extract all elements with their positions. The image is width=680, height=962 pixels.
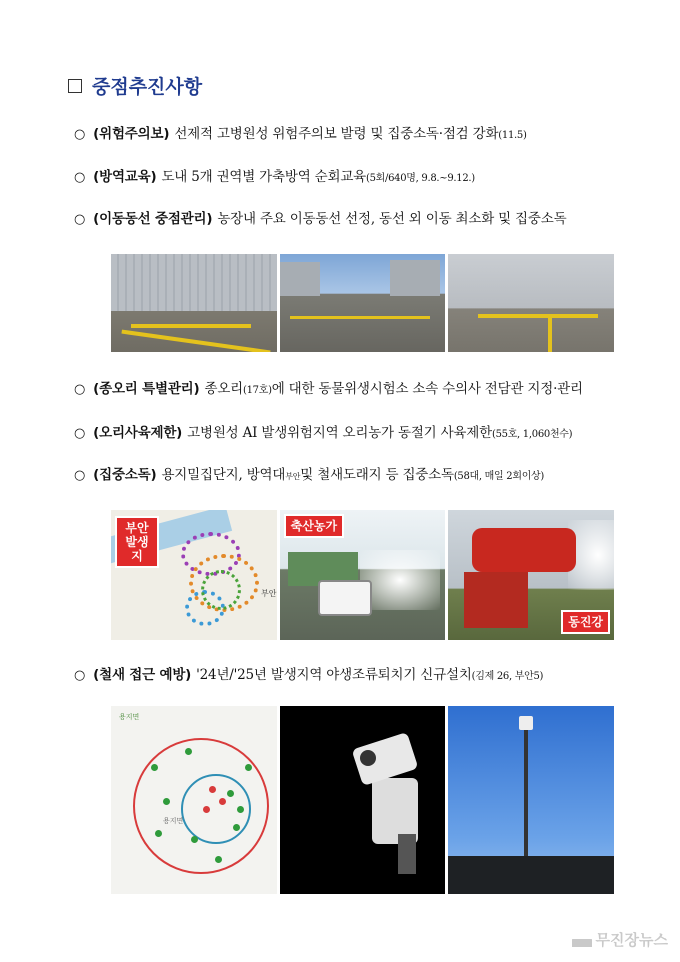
marker-dot (215, 856, 222, 863)
warehouse-building (390, 260, 440, 296)
list-item (74, 124, 527, 146)
item-text: 에 대한 동물위생시험소 소속 수의사 전담관 지정·관리 (271, 381, 583, 397)
item-tag: (집중소독) (93, 467, 157, 483)
sprayer-truck-photo (448, 510, 614, 640)
marker-dot (191, 836, 198, 843)
spray-truck (318, 580, 372, 616)
item-text: 및 철새도래지 등 집중소독 (300, 467, 454, 483)
item-text: 종오리 (204, 381, 244, 397)
route-loop (201, 570, 241, 610)
circle-bullet-icon: ○ (74, 382, 86, 397)
list-item (74, 209, 566, 230)
marker-dot (237, 806, 244, 813)
item-note: (17호) (243, 385, 272, 396)
map-town-label: 용지면 (163, 817, 184, 825)
river-label: 동진강 (561, 610, 610, 634)
item-tag: (철새 접근 예방) (93, 667, 192, 683)
item-text: 농장내 주요 이동동선 선정, 동선 외 이동 최소화 및 집중소독 (217, 211, 567, 227)
circle-bullet-icon: ○ (74, 668, 86, 683)
deterrent-map-photo (111, 706, 277, 894)
marker-dot (227, 790, 234, 797)
item-tag: (위험주의보) (93, 126, 170, 142)
warehouse-photo-2 (280, 254, 446, 352)
item-text: '24년/'25년 발생지역 야생조류퇴치기 신규설치 (196, 667, 472, 683)
item-sup: 부안 (285, 472, 301, 481)
marker-dot (209, 786, 216, 793)
list-item (74, 465, 544, 487)
section-title-text: 중점추진사항 (92, 76, 203, 98)
outbreak-label: 부안 발생지 (115, 516, 159, 568)
camera-lens (360, 750, 376, 766)
item-tag: (이동동선 중점관리) (93, 211, 213, 227)
spray-mist (360, 550, 440, 610)
list-item (74, 423, 572, 445)
list-item (74, 379, 583, 401)
marker-dot (151, 764, 158, 771)
yellow-line (548, 314, 552, 352)
camera-mount (398, 834, 416, 874)
circle-bullet-icon: ○ (74, 212, 86, 227)
map-town-label: 부안 (261, 589, 277, 598)
item-text: 용지밀집단지, 방역대 (161, 467, 286, 483)
marker-dot (219, 798, 226, 805)
item-note: (김제 26, 부안5) (471, 671, 544, 682)
yellow-line (131, 324, 251, 328)
circle-bullet-icon: ○ (74, 127, 86, 142)
yellow-line (478, 314, 598, 318)
marker-dot (245, 764, 252, 771)
list-item (74, 167, 475, 189)
map-logo: 용지면 (119, 713, 140, 721)
marker-dot (185, 748, 192, 755)
yellow-line (290, 316, 430, 319)
watermark (572, 929, 668, 950)
marker-dot (203, 806, 210, 813)
circle-bullet-icon: ○ (74, 170, 86, 185)
square-box-icon (68, 79, 82, 93)
watermark-logo-icon (572, 933, 592, 947)
warehouse-wall (111, 254, 277, 311)
warehouse-photo-3 (448, 254, 614, 352)
item-text: 도내 5개 권역별 가축방역 순회교육 (161, 169, 366, 185)
item-note: (55호, 1,060천수) (491, 429, 573, 440)
watermark-text: 무진장뉴스 (595, 931, 668, 949)
pole-device (519, 716, 533, 730)
marker-dot (155, 830, 162, 837)
circle-bullet-icon: ○ (74, 468, 86, 483)
farm-truck-photo (280, 510, 446, 640)
farm-label: 축산농가 (284, 514, 344, 538)
warehouse-building (280, 262, 320, 296)
item-text: 고병원성 AI 발생위험지역 오리농가 동절기 사육제한 (187, 425, 492, 441)
photo-row-movement (111, 254, 614, 352)
section-title (68, 72, 202, 99)
photo-row-disinfection (111, 510, 614, 640)
item-tag: (오리사육제한) (93, 425, 183, 441)
item-tag: (방역교육) (93, 169, 157, 185)
list-item (74, 665, 543, 687)
item-text: 선제적 고병원성 위험주의보 발령 및 집중소독·점검 강화 (174, 126, 499, 142)
building-roof (448, 856, 614, 894)
sprayer-drum (472, 528, 576, 572)
deterrent-pole-photo (448, 706, 614, 894)
circle-bullet-icon: ○ (74, 426, 86, 441)
item-note: (5회/640명, 9.8.~9.12.) (366, 173, 475, 184)
outbreak-map-photo (111, 510, 277, 640)
marker-dot (163, 798, 170, 805)
yellow-line (121, 330, 270, 352)
warehouse-photo-1 (111, 254, 277, 352)
marker-dot (233, 824, 240, 831)
item-tag: (종오리 특별관리) (93, 381, 200, 397)
item-note: (11.5) (498, 130, 527, 141)
bird-deterrent-camera-photo (280, 706, 446, 894)
sprayer-truck-body (464, 572, 528, 628)
pole-stick (524, 728, 528, 868)
item-note: (58대, 매일 2회이상) (453, 471, 545, 482)
photo-row-bird-deterrent (111, 706, 614, 894)
